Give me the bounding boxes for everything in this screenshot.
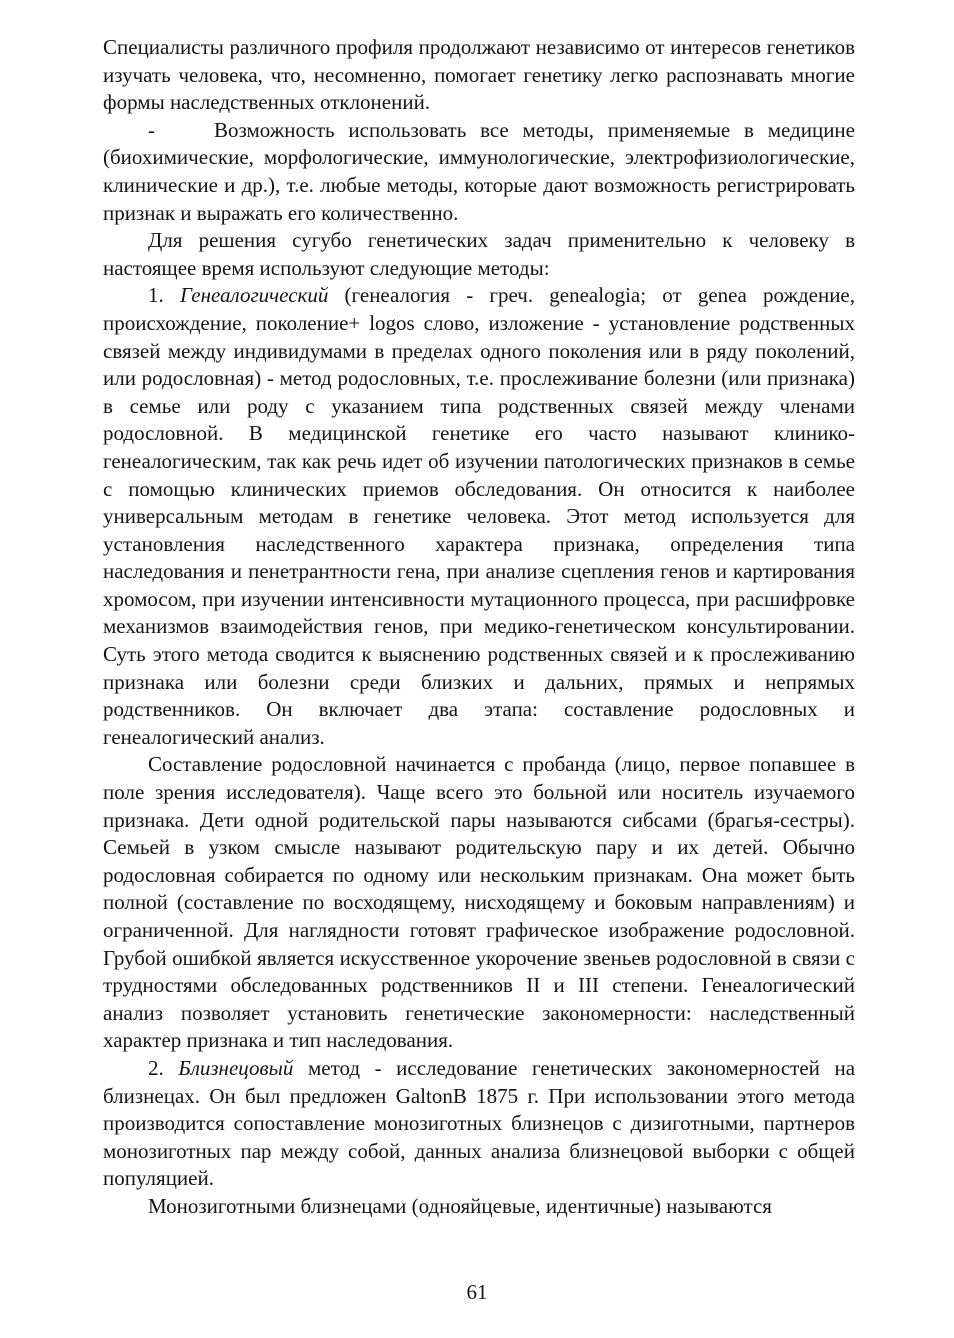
method-description: метод - исследование генетических закономерностей на близнецах. Он был предложен GaltonВ 1875 г. При использовании этого метода производится сопоставление монозиготных близнецов с дизиготными, партнеров монозиготных пар между собой, данных анализа близнецовой выборки с общей популяцией. bbox=[103, 1055, 856, 1191]
method-term: Генеалогический bbox=[179, 283, 329, 308]
paragraph-specialists: Специалисты различного профиля продолжают независимо от интересов генетиков изучать человека, что, несомненно, помогает генетику легко распознавать многие формы наследственных отклонений. bbox=[103, 35, 855, 115]
document-body bbox=[103, 34, 855, 1221]
item-number: 1. bbox=[148, 283, 164, 308]
item-number: 2. bbox=[148, 1055, 164, 1080]
paragraph-methods-intro: Для решения сугубо генетических задач применительно к человеку в настоящее время используют следующие методы: bbox=[103, 228, 855, 280]
paragraph-methods-bullet bbox=[103, 117, 855, 227]
paragraph-genealogical-method bbox=[103, 282, 855, 751]
method-description: (генеалогия - греч. genealogia; от genea рождение, происхождение, поколение+ logos слово, изложение - установление родственных связей между индивидумами в пределах одного поколения или в ряду поколений, или родословная) - метод родословных, т.е. прослеживание болезни (или признака) в семье или роду с указанием типа родственных связей между членами родословной. В медицинской генетике его часто называют клинико-генеалогическим, так как речь идет об изучении патологических признаков в семье с помощью клинических приемов обследования. Он относится к наиболее универсальным методам в генетике человека. Этот метод используется для установления наследственного характера признака, определения типа наследования и пенетрантности гена, при анализе сцепления генов и картирования хромосом, при изучении интенсивности мутационного процесса, при расшифровке механизмов взаимодействия генов, при медико-генетическом консультировании. Суть этого метода сводится к выяснению родственных связей и к прослеживанию признака или болезни среди близких и дальних, прямых и непрямых родственников. Он включает два этапа: составление родословных и генеалогический анализ. bbox=[103, 283, 856, 749]
bullet-text: Возможность использовать все методы, применяемые в медицине (биохимические, морфологические, иммунологические, электрофизиологические, клинические и др.), т.е. любые методы, которые дают возможность регистрировать признак и выражать его количественно. bbox=[103, 117, 855, 225]
method-term: Близнецовый bbox=[178, 1055, 294, 1080]
paragraph-monozygotic: Монозиготными близнецами (однояйцевые, идентичные) называются bbox=[148, 1193, 772, 1218]
bullet-dash: - bbox=[148, 117, 155, 142]
paragraph-twin-method bbox=[103, 1055, 855, 1193]
page-number: 61 bbox=[466, 1280, 488, 1304]
paragraph-pedigree: Составление родословной начинается с пробанда (лицо, первое попавшее в поле зрения исследователя). Чаще всего это больной или носитель изучаемого признака. Дети одной родительской пары называются сибсами (брагья-сестры). Семьей в узком смысле называют родительскую пару и их детей. Обычно родословная собирается по одному или нескольким признакам. Она может быть полной (составление по восходящему, нисходящему и боковым направлениям) и ограниченной. Для наглядности готовят графическое изображение родословной. Грубой ошибкой является искусственное укорочение звеньев родословной в связи с трудностями обследованных родственников II и III степени. Генеалогический анализ позволяет установить генетические закономерности: наследственный характер признака и тип наследования. bbox=[103, 752, 855, 1053]
